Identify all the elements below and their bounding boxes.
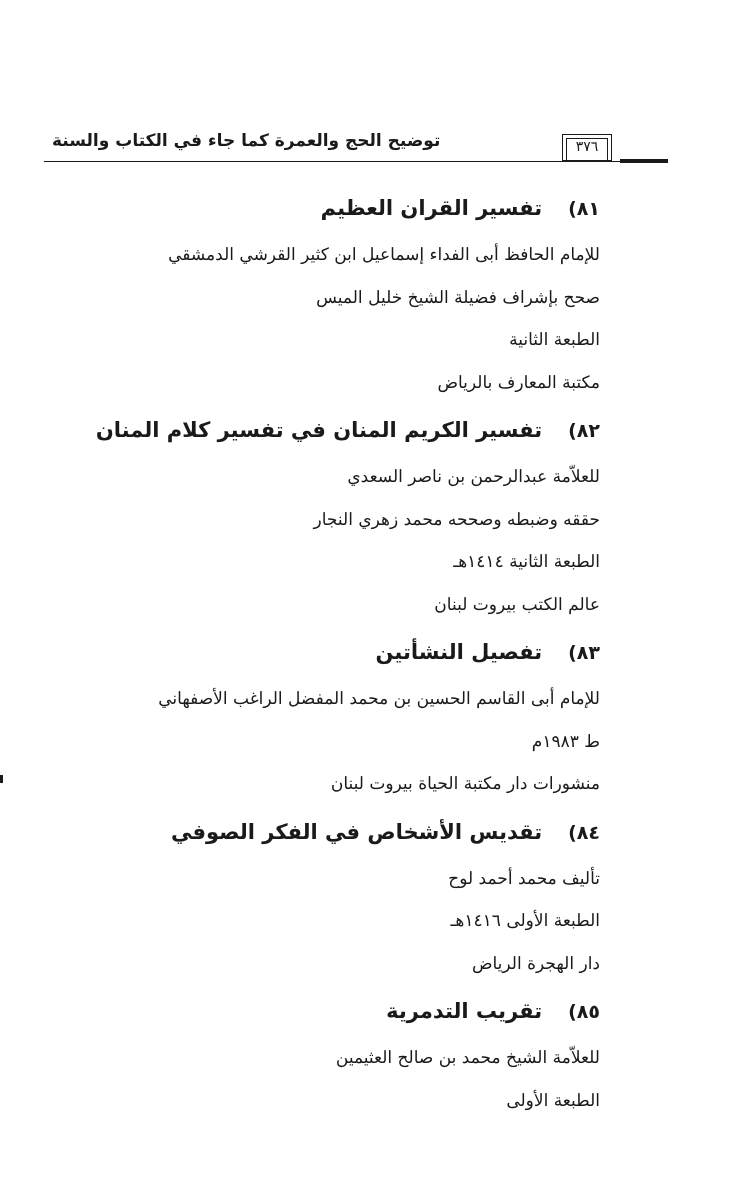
entry-publisher: عالم الكتب بيروت لبنان xyxy=(434,594,600,615)
entry-number: ٨٢) xyxy=(568,420,600,442)
entry-title: تفسير الكريم المنان في تفسير كلام المنان xyxy=(95,418,543,442)
entry-number: ٨١) xyxy=(568,198,600,220)
entry-editor: حققه وضبطه وصححه محمد زهري النجار xyxy=(313,509,600,530)
page-number: ٣٧٦ xyxy=(575,139,599,155)
entry-edition: الطبعة الثانية xyxy=(509,330,600,350)
header-rule xyxy=(44,161,664,162)
bibliography-list xyxy=(40,182,600,1122)
entry-number: ٨٥) xyxy=(568,1001,600,1023)
entry-number: ٨٣) xyxy=(568,642,600,664)
entry-author: للعلاّمة عبدالرحمن بن ناصر السعدي xyxy=(347,467,600,487)
entry-publisher: منشورات دار مكتبة الحياة بيروت لبنان xyxy=(330,774,600,794)
entry-82 xyxy=(40,404,600,626)
entry-edition: الطبعة الأولى xyxy=(506,1090,600,1111)
entry-author: للإمام أبى القاسم الحسين بن محمد المفضل الراغب الأصفهاني xyxy=(158,689,600,709)
entry-heading xyxy=(40,404,600,456)
entry-title: تفصيل النشأتين xyxy=(375,640,543,664)
entry-heading xyxy=(40,806,600,858)
entry-edition: الطبعة الأولى ١٤١٦هـ xyxy=(450,911,600,931)
entry-title: تقديس الأشخاص في الفكر الصوفي xyxy=(171,819,543,844)
entry-author: تأليف محمد أحمد لوح xyxy=(448,868,600,889)
entry-number: ٨٤) xyxy=(568,821,600,844)
entry-title: تفسير القران العظيم xyxy=(320,196,543,220)
entry-heading xyxy=(40,985,600,1037)
page-number-box xyxy=(562,134,612,161)
entry-author: للإمام الحافظ أبى الفداء إسماعيل ابن كثير القرشي الدمشقي xyxy=(168,245,600,265)
header-title: توضيح الحج والعمرة كما جاء في الكتاب والسنة xyxy=(52,131,441,151)
running-header xyxy=(44,128,664,168)
entry-heading xyxy=(40,182,600,234)
entry-author: للعلاّمة الشيخ محمد بن صالح العثيمين xyxy=(335,1048,600,1068)
entry-title: تقريب التدمرية xyxy=(386,999,543,1023)
entry-85 xyxy=(40,985,600,1122)
margin-mark xyxy=(0,775,3,783)
entry-editor: صحح بإشراف فضيلة الشيخ خليل الميس xyxy=(316,287,600,308)
header-thick-rule xyxy=(620,159,668,163)
entry-edition: ط ١٩٨٣م xyxy=(531,731,600,752)
entry-publisher: دار الهجرة الرياض xyxy=(471,953,600,974)
entry-heading xyxy=(40,626,600,678)
entry-83 xyxy=(40,626,600,806)
entry-edition: الطبعة الثانية ١٤١٤هـ xyxy=(453,552,600,572)
entry-publisher: مكتبة المعارف بالرياض xyxy=(437,372,600,393)
entry-84 xyxy=(40,806,600,986)
entry-81 xyxy=(40,182,600,404)
